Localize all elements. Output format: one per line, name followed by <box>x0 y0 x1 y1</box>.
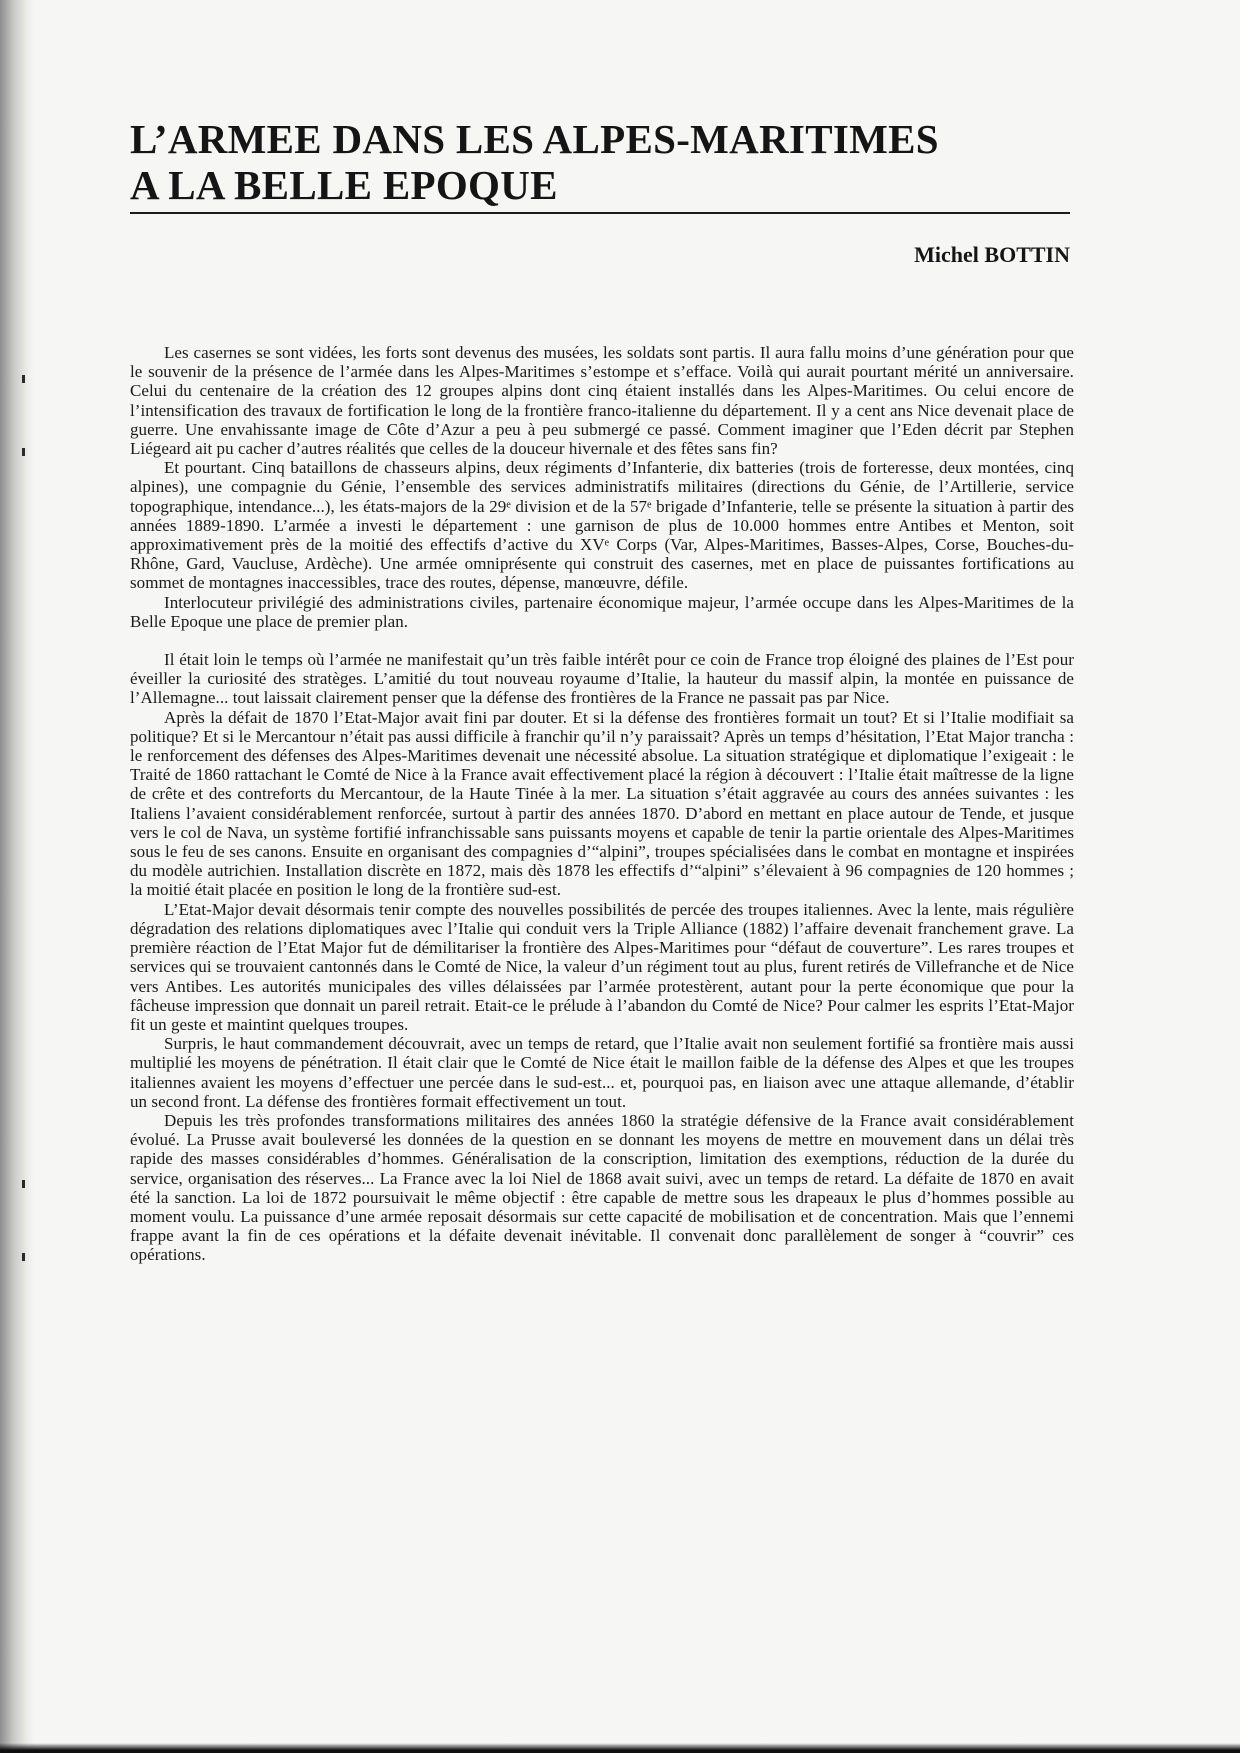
article-author: Michel BOTTIN <box>914 242 1070 267</box>
paragraph: L’Etat-Major devait désormais tenir compte des nouvelles possibilités de percée des troupes italiennes. Avec la lente, mais régulière dégradation des relations diplomatiques avec l’Italie qui conduit vers la Triple Alliance (1882) l’affaire devenait franchement grave. La première réaction de l’Etat Major fut de démilitariser la frontière des Alpes-Maritimes pour “défaut de couverture”. Les rares troupes et services qui se trouvaient cantonnés dans le Comté de Nice, la valeur d’un régiment tout au plus, furent retirés de Villefranche et de Nice vers Antibes. Les autorités municipales des villes délaissées par l’armée protestèrent, autant pour la perte économique que pour la fâcheuse impression que donnait un pareil retrait. Etait-ce le prélude à l’abandon du Comté de Nice? Pour calmer les esprits l’Etat-Major fit un geste et maintint quelques troupes. <box>130 899 1074 1034</box>
page-binding-shadow <box>0 0 34 1753</box>
paragraph: Depuis les très profondes transformations militaires des années 1860 la stratégie défensive de la France avait considérablement évolué. La Prusse avait bouleversé les données de la question en se donnant les moyens de mettre en mouvement dans un délai très rapide des masses considérables d’hommes. Généralisation de la conscription, limitation des exemptions, réduction de la durée du service, organisation des réserves... La France avec la loi Niel de 1868 avait suivi, avec un temps de retard. La défaite de 1870 en avait été la sanction. La loi de 1872 poursuivait le même objectif : être capable de mettre sous les drapeaux le plus d’hommes possible au moment voulu. La puissance d’une armée reposait désormais sur cette capacité de mobilisation et de concentration. Mais que l’ennemi frappe avant la fin de ces opérations et la défaite devenait inévitable. Il convenait donc parallèlement de songer à “couvrir” ces opérations. <box>130 1110 1074 1265</box>
paragraph: Il était loin le temps où l’armée ne manifestait qu’un très faible intérêt pour ce coin de France trop éloigné des plaines de l’Est pour éveiller la curiosité des stratèges. L’amitié du tout nouveau royaume d’Italie, la hauteur du massif alpin, la montée en puissance de l’Allemagne... tout laissait clairement penser que la défense des frontières de la France ne passait pas par Nice. <box>130 650 1074 708</box>
paragraph: Et pourtant. Cinq bataillons de chasseurs alpins, deux régiments d’Infanterie, dix batteries (trois de forteresse, deux montées, cinq alpines), une compagnie du Génie, l’ensemble des services administratifs militaires (directions du Génie, de l’Artillerie, service topographique, intendance...), les états-majors de la 29ᵉ division et de la 57ᵉ brigade d’Infanterie, telle se présente la situation à partir des années 1889-1890. L’armée a investi le département : une garnison de plus de 10.000 hommes entre Antibes et Menton, soit approximativement près de la moitié des effectifs d’active du XVᵉ Corps (Var, Alpes-Maritimes, Basses-Alpes, Corse, Bouches-du-Rhône, Gard, Vaucluse, Ardèche). Une armée omniprésente qui construit des casernes, met en place de puissantes fortifications au sommet de montagnes inaccessibles, trace des routes, dépense, manœuvre, défile. <box>130 458 1074 593</box>
title-divider <box>130 212 1070 214</box>
article-body <box>130 343 1074 1265</box>
page-bottom-edge <box>0 1743 1240 1753</box>
margin-mark <box>22 1253 25 1261</box>
margin-mark <box>22 375 25 383</box>
paragraph: Interlocuteur privilégié des administrations civiles, partenaire économique majeur, l’armée occupe dans les Alpes-Maritimes de la Belle Epoque une place de premier plan. <box>130 592 1074 631</box>
article-title <box>130 116 1080 208</box>
article-title-line-1: L’ARMEE DANS LES ALPES-MARITIMES <box>130 116 939 162</box>
margin-mark <box>22 1180 25 1188</box>
margin-mark <box>22 448 25 456</box>
paragraph: Surpris, le haut commandement découvrait, avec un temps de retard, que l’Italie avait non seulement fortifié sa frontière mais aussi multiplié les moyens de pénétration. Il était clair que le Comté de Nice était le maillon faible de la défense des Alpes et que les troupes italiennes avaient les moyens d’effectuer une percée dans le sud-est... et, pourquoi pas, en liaison avec une attaque allemande, d’établir un second front. La défense des frontières formait effectivement un tout. <box>130 1034 1074 1111</box>
article-title-line-2: A LA BELLE EPOQUE <box>130 162 558 208</box>
paragraph: Après la défait de 1870 l’Etat-Major avait fini par douter. Et si la défense des frontières formait un tout? Et si l’Italie modifiait sa politique? Et si le Mercantour n’était pas aussi difficile à franchir qu’il n’y paraissait? Après un temps d’hésitation, l’Etat Major trancha : le renforcement des défenses des Alpes-Maritimes devenait une nécessité absolue. La situation stratégique et diplomatique l’exigeait : le Traité de 1860 rattachant le Comté de Nice à la France avait effectivement placé la région à découvert : l’Italie était maîtresse de la ligne de crête et des contreforts du Mercantour, de la Haute Tinée à la mer. La situation s’était aggravée au cours des années suivantes : les Italiens l’avaient considérablement renforcée, surtout à partir des années 1870. D’abord en mettant en place autour de Tende, et jusque vers le col de Nava, un système fortifié infranchissable sans puissants moyens et capable de tenir la partie orientale des Alpes-Maritimes sous le feu de ses canons. Ensuite en organisant des compagnies d’“alpini”, troupes spécialisées dans le combat en montagne et inspirées du modèle autrichien. Installation discrète en 1872, mais dès 1878 les effectifs d’“alpini” s’élevaient à 96 compagnies de 120 hommes ; la moitié était placée en position le long de la frontière sud-est. <box>130 707 1074 900</box>
paragraph: Les casernes se sont vidées, les forts sont devenus des musées, les soldats sont partis. Il aura fallu moins d’une génération pour que le souvenir de la présence de l’armée dans les Alpes-Maritimes s’estompe et s’efface. Voilà qui aurait pourtant mérité un anniversaire. Celui du centenaire de la création des 12 groupes alpins dont cinq étaient installés dans les Alpes-Maritimes. Ou celui encore de l’intensification des travaux de fortification le long de la frontière franco-italienne du département. Il y a cent ans Nice devenait place de guerre. Une envahissante image de Côte d’Azur a peu à peu submergé ce passé. Comment imaginer que l’Eden décrit par Stephen Liégeard ait pu cacher d’autres réalités que celles de la douceur hivernale et des fêtes sans fin? <box>130 343 1074 459</box>
